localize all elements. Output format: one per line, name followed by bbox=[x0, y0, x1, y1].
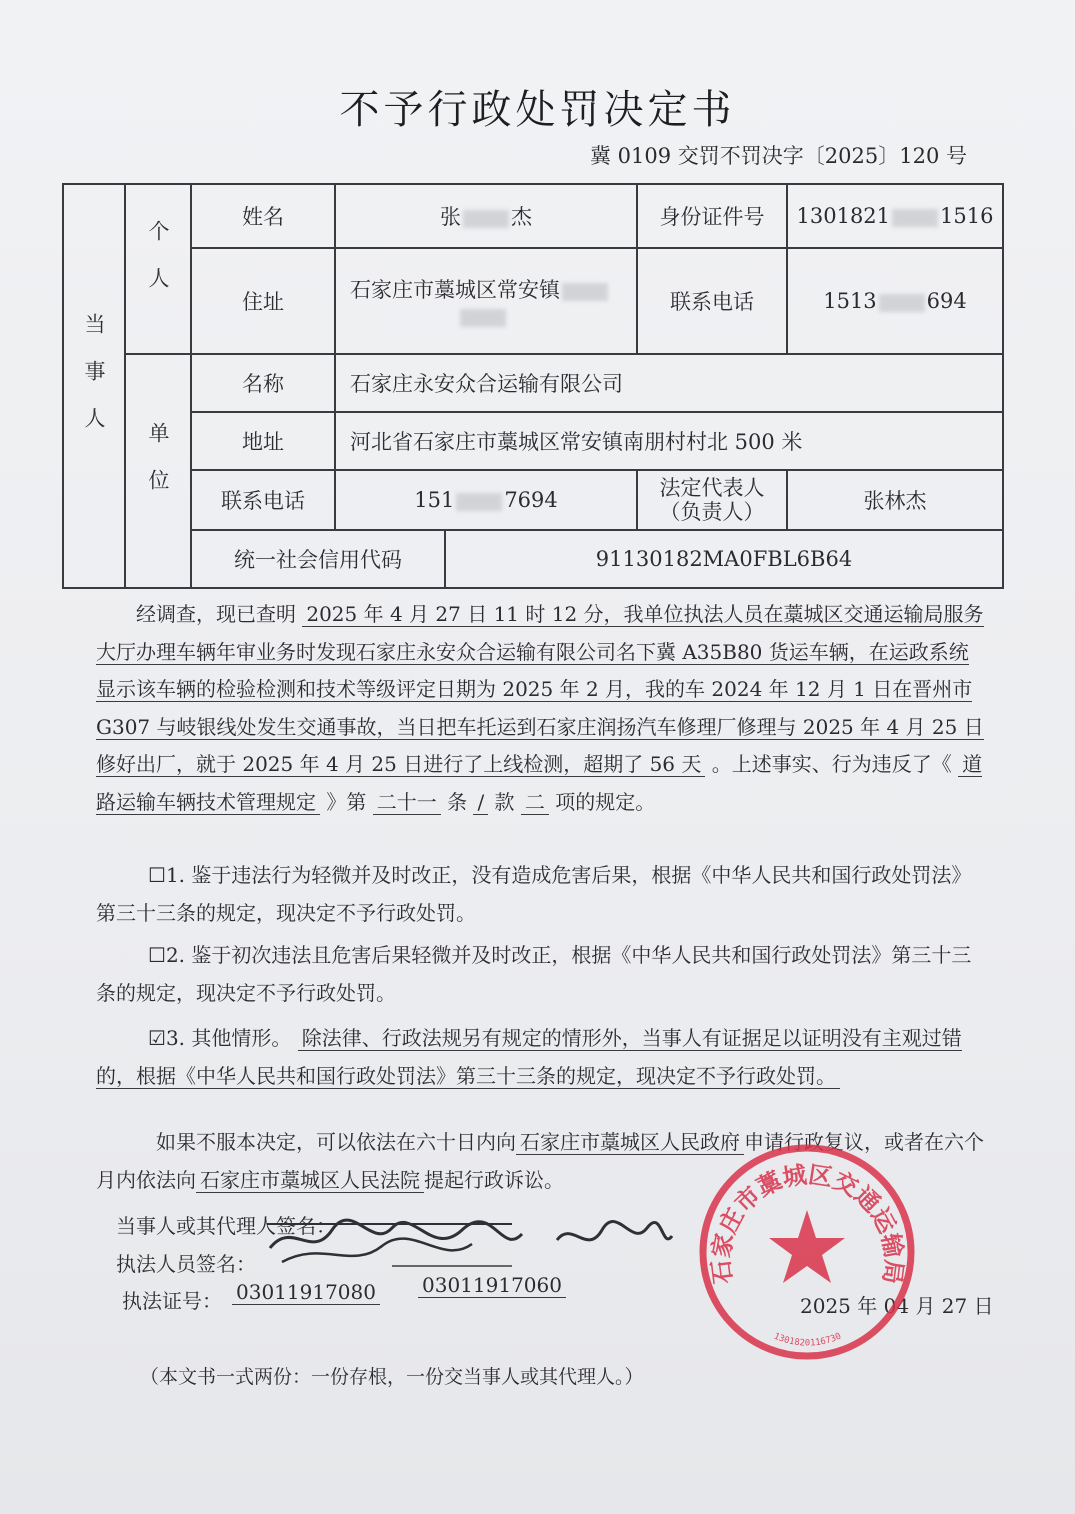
redaction-mark bbox=[562, 283, 608, 301]
seal-number: 1301820116730 bbox=[772, 1331, 843, 1349]
court-name: 石家庄市藁城区人民法院 bbox=[196, 1168, 424, 1193]
unit-name-value: 石家庄永安众合运输有限公司 bbox=[335, 354, 1003, 412]
option-3-detail: 除法律、行政法规另有规定的情形外，当事人有证据足以证明没有主观过错的，根据《中华人民共和国行政处罚法》第三十三条的规定，现决定不予行政处罚。 bbox=[96, 1026, 962, 1088]
article-number: 二十一 bbox=[373, 790, 441, 815]
checkbox-1[interactable]: ☐ bbox=[148, 863, 166, 887]
officer-signature-label: 执法人员签名： bbox=[116, 1252, 256, 1276]
investigation-facts: 2025 年 4 月 27 日 11 时 12 分，我单位执法人员在藁城区交通运输局服务大厅办理车辆年审业务时发现石家庄永安众合运输有限公司名下冀 A35B80 货运车辆，在运政系统显示该车辆的检验检测和技术等级评定日期为 2025 年 2 月，我的车 2024 年 12 月 1 日在晋州市 G307 与岐银线处发生交通事故，当日把车托运到石家庄润扬汽车修理厂修理与 2025 年 4 月 25 日修好出厂，就于 2025 年 4 月 25 日进行了上线检测，超期了 56 天 bbox=[96, 602, 984, 776]
cert-number-1: 03011917080 bbox=[232, 1280, 380, 1305]
option-1: ☐1. 鉴于违法行为轻微并及时改正，没有造成危害后果，根据《中华人民共和国行政处罚法》第三十三条的规定，现决定不予行政处罚。 bbox=[96, 863, 972, 925]
svg-text:1301820116730 bbox=[772, 1332, 843, 1349]
credit-code-label: 统一社会信用代码 bbox=[191, 530, 445, 588]
decision-date: 2025 年 04 月 27 日 bbox=[800, 1294, 994, 1318]
redaction-mark bbox=[892, 209, 938, 227]
redaction-mark bbox=[463, 210, 509, 228]
name-label: 姓名 bbox=[191, 184, 335, 248]
cert-label: 执法证号： bbox=[122, 1289, 222, 1313]
clause-number: / bbox=[473, 790, 488, 815]
appeal-paragraph: 如果不服本决定，可以依法在六十日内向 石家庄市藁城区人民政府 申请行政复议，或者在六个月内依法向 石家庄市藁城区人民法院 提起行政诉讼。 bbox=[96, 1130, 984, 1192]
investigation-paragraph: 经调查，现已查明 2025 年 4 月 27 日 11 时 12 分，我单位执法人员在藁城区交通运输局服务大厅办理车辆年审业务时发现石家庄永安众合运输有限公司名下冀 A35B80 货运车辆，在运政系统显示该车辆的检验检测和技术等级评定日期为 2025 年 2 月，我的车 2024 年 12 月 1 日在晋州市 G307 与岐银线处发生交通事故，当日把车托运到石家庄润扬汽车修理厂修理与 2025 年 4 月 25 日修好出厂，就于 2025 年 4 月 25 日进行了上线检测，超期了 56 天 。上述事实、行为违反了《 道路运输车辆技术管理规定 》第 二十一 条 / 款 二 项的规定。 bbox=[96, 602, 984, 814]
cert-number-2: 03011917060 bbox=[418, 1273, 566, 1298]
option-3: ☑3. 其他情形。 除法律、行政法规另有规定的情形外，当事人有证据足以证明没有主观过错的，根据《中华人民共和国行政处罚法》第三十三条的规定，现决定不予行政处罚。 bbox=[96, 1026, 962, 1088]
handwritten-signatures bbox=[262, 1200, 682, 1280]
id-label: 身份证件号 bbox=[637, 184, 787, 248]
address-label: 住址 bbox=[191, 248, 335, 354]
redaction-mark bbox=[460, 309, 506, 327]
address-value: 石家庄市藁城区常安镇 bbox=[335, 248, 637, 354]
phone-label: 联系电话 bbox=[637, 248, 787, 354]
document-number: 冀 0109 交罚不罚决字〔2025〕120 号 bbox=[590, 144, 967, 168]
unit-phone-label: 联系电话 bbox=[191, 470, 335, 530]
checkbox-2[interactable]: ☐ bbox=[148, 943, 166, 967]
regulation-name: 道路运输车辆技术管理规定 bbox=[96, 752, 983, 814]
party-signature-label: 当事人或其代理人签名： bbox=[116, 1214, 336, 1238]
footnote: （本文书一式两份：一份存根，一份交当事人或其代理人。） bbox=[140, 1366, 644, 1388]
checkbox-3[interactable]: ☑ bbox=[148, 1026, 166, 1050]
legal-rep-value: 张林杰 bbox=[787, 470, 1003, 530]
document-title: 不予行政处罚决定书 bbox=[339, 87, 736, 133]
review-authority: 石家庄市藁城区人民政府 bbox=[516, 1130, 744, 1155]
official-seal bbox=[695, 1140, 920, 1365]
item-number: 二 bbox=[521, 790, 549, 815]
party-info-table bbox=[62, 183, 1004, 589]
redaction-mark bbox=[879, 294, 925, 312]
individual-label: 个人 bbox=[125, 184, 191, 354]
seal-text: 石家庄市藁城区交通运输局 bbox=[706, 1160, 909, 1286]
unit-label: 单位 bbox=[125, 354, 191, 588]
legal-rep-label: 法定代表人 （负责人） bbox=[637, 470, 787, 530]
id-value: 1301821 1516 bbox=[787, 184, 1003, 248]
unit-name-label: 名称 bbox=[191, 354, 335, 412]
phone-value: 1513 694 bbox=[787, 248, 1003, 354]
unit-address-label: 地址 bbox=[191, 412, 335, 470]
party-side-label: 当事人 bbox=[63, 184, 125, 588]
redaction-mark bbox=[456, 493, 502, 511]
option-2: ☐2. 鉴于初次违法且危害后果轻微并及时改正，根据《中华人民共和国行政处罚法》第三十三条的规定，现决定不予行政处罚。 bbox=[96, 943, 972, 1005]
unit-phone-value: 151 7694 bbox=[335, 470, 637, 530]
credit-code-value: 91130182MA0FBL6B64 bbox=[445, 530, 1003, 588]
unit-address-value: 河北省石家庄市藁城区常安镇南朋村村北 500 米 bbox=[335, 412, 1003, 470]
name-value: 张 杰 bbox=[335, 184, 637, 248]
